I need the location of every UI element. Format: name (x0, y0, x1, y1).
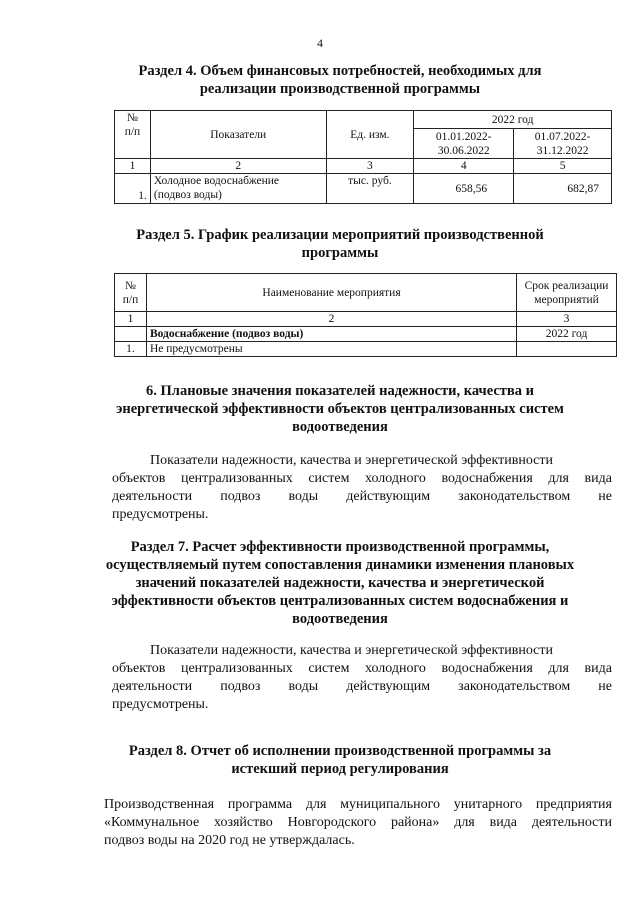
section7-para-line3: деятельности подвоз воды действующим законодательством не (112, 679, 612, 694)
s5-row-num: 1. (115, 342, 147, 357)
s5-header-name: Наименование мероприятия (146, 274, 516, 312)
section8-para-line3: подвоз воды на 2020 год не утверждалась. (104, 833, 355, 848)
s5-header-num: № п/п (115, 274, 147, 312)
s4-header-period2: 01.07.2022- 31.12.2022 (514, 129, 612, 159)
s4-header-period1: 01.01.2022- 30.06.2022 (414, 129, 514, 159)
section7-title-line1: Раздел 7. Расчет эффективности производственной программы, (130, 539, 550, 555)
section5-title-line2: программы (301, 245, 379, 261)
section7-title (100, 538, 580, 628)
s4-index-cell: 2 (150, 159, 326, 174)
section8-paragraph (104, 796, 612, 850)
section6-title-line3: водоотведения (292, 419, 388, 435)
s5-index-cell: 1 (115, 312, 147, 327)
section8-title-line2: истекший период регулирования (231, 761, 449, 777)
s5-row-name: Не предусмотрены (146, 342, 516, 357)
section4-table (114, 110, 612, 204)
section7-para-line2: объектов централизованных систем холодного водоснабжения для вида (112, 661, 612, 676)
s5-index-cell: 2 (146, 312, 516, 327)
section7-title-line4: эффективности объектов централизованных систем водоснабжения и (111, 593, 569, 609)
section8-para-line1: Производственная программа для муниципального унитарного предприятия (104, 797, 612, 812)
s4-header-num: № п/п (115, 111, 151, 159)
section4-title-line2: реализации производственной программы (199, 81, 481, 97)
section6-para-line4: предусмотрены. (112, 507, 209, 522)
section6-title-line1: 6. Плановые значения показателей надежности, качества и (146, 383, 534, 399)
section6-para-line1: Показатели надежности, качества и энергетической эффективности (150, 453, 553, 468)
table-row (115, 327, 617, 342)
section6-title (100, 382, 580, 436)
section4-title-line1: Раздел 4. Объем финансовых потребностей, необходимых для (138, 63, 542, 79)
section7-paragraph (112, 642, 612, 714)
s4-row-unit: тыс. руб. (326, 174, 414, 204)
s4-index-cell: 4 (414, 159, 514, 174)
s5-group-label: Водоснабжение (подвоз воды) (146, 327, 516, 342)
s4-index-cell: 3 (326, 159, 414, 174)
section7-title-line5: водоотведения (292, 611, 388, 627)
page-number: 4 (317, 36, 323, 50)
s5-group-empty (115, 327, 147, 342)
s5-row-term (517, 342, 617, 357)
section5-title (100, 226, 580, 262)
s5-group-term: 2022 год (517, 327, 617, 342)
s4-header-year: 2022 год (414, 111, 612, 129)
s4-row-value2: 682,87 (514, 174, 612, 204)
table-row (115, 342, 617, 357)
section6-paragraph (112, 452, 612, 524)
s4-row-num: 1. (115, 174, 151, 204)
s4-header-unit: Ед. изм. (326, 111, 414, 159)
s4-row-name: Холодное водоснабжение (подвоз воды) (150, 174, 326, 204)
s5-header-term: Срок реализации мероприятий (517, 274, 617, 312)
section5-title-line1: Раздел 5. График реализации мероприятий производственной (136, 227, 544, 243)
section7-para-line4: предусмотрены. (112, 697, 209, 712)
section4-title (100, 62, 580, 98)
section8-title-line1: Раздел 8. Отчет об исполнении производственной программы за (128, 743, 552, 759)
section7-title-line3: значений показателей надежности, качества и энергетической (135, 575, 545, 591)
section6-para-line3: деятельности подвоз воды действующим законодательством не (112, 489, 612, 504)
section5-table (114, 273, 617, 357)
section6-title-line2: энергетической эффективности объектов централизованных систем (116, 401, 564, 417)
s4-header-indicators: Показатели (150, 111, 326, 159)
s5-index-cell: 3 (517, 312, 617, 327)
section7-title-line2: осуществляемый путем сопоставления динамики изменения плановых (105, 557, 575, 573)
section6-para-line2: объектов централизованных систем холодного водоснабжения для вида (112, 471, 612, 486)
table-row (115, 174, 612, 204)
s4-index-cell: 1 (115, 159, 151, 174)
section7-para-line1: Показатели надежности, качества и энергетической эффективности (150, 643, 553, 658)
s4-row-value1: 658,56 (414, 174, 514, 204)
section8-para-line2: «Коммунальное хозяйство Новгородского района» для вида деятельности (104, 815, 612, 830)
section8-title (100, 742, 580, 778)
s4-index-cell: 5 (514, 159, 612, 174)
